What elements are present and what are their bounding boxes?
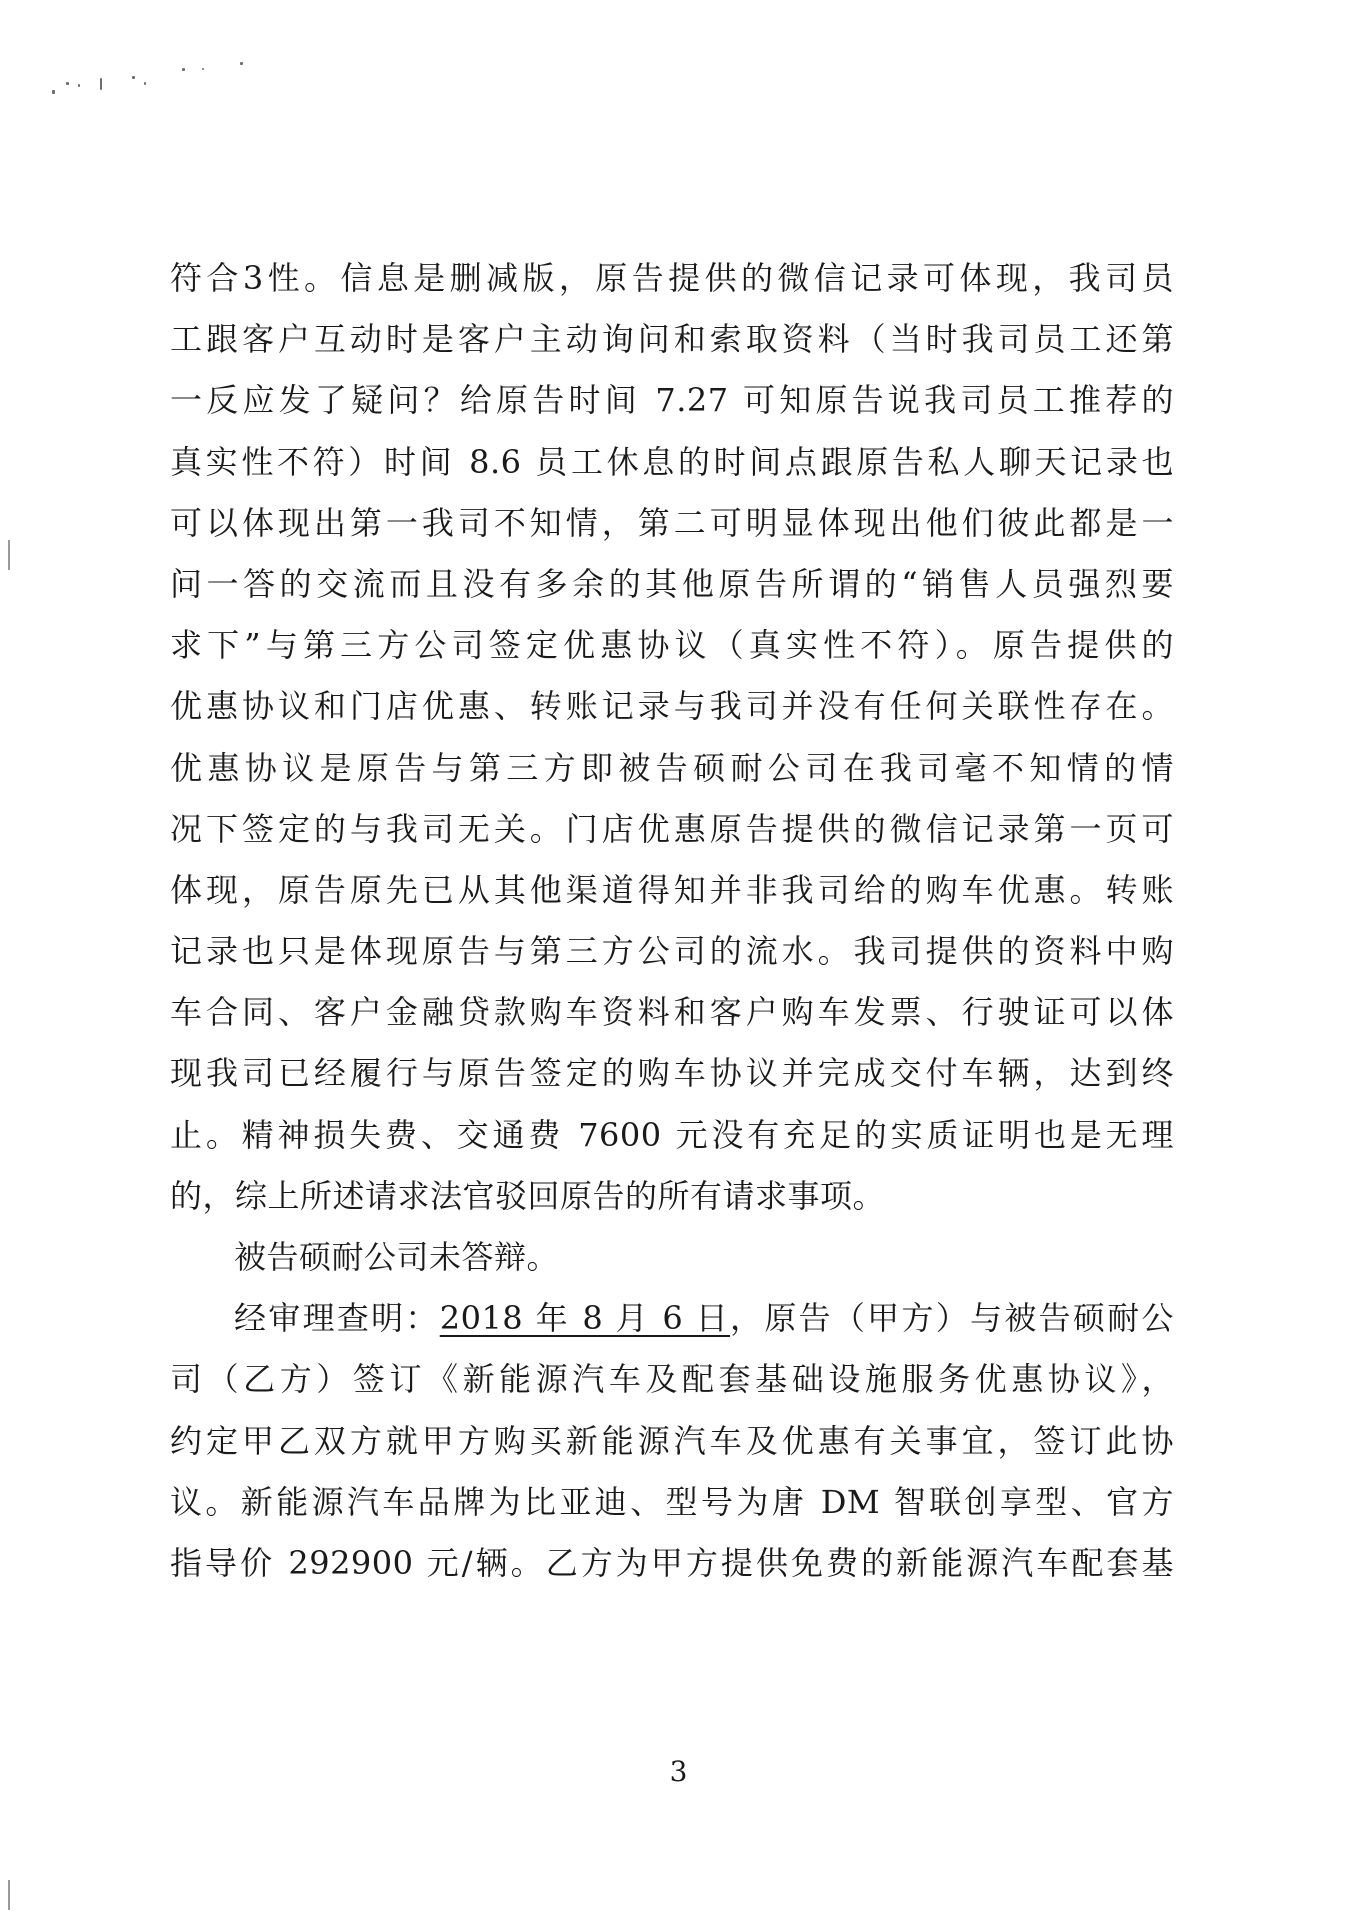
scan-specks <box>52 62 312 112</box>
text-line: 优惠协议和门店优惠、转账记录与我司并没有任何关联性存在。 <box>170 687 1174 726</box>
text-line: 工跟客户互动时是客户主动询问和索取资料（当时我司员工还第 <box>170 320 1174 359</box>
left-margin-mark <box>8 540 10 570</box>
findings-rest: ，原告（甲方）与被告硕耐公 <box>730 1299 1174 1338</box>
text-line: 真实性不符）时间 8.6 员工休息的时间点跟原告私人聊天记录也 <box>170 442 1174 481</box>
body-text <box>170 248 1174 1594</box>
text-line: 约定甲乙双方就甲方购买新能源汽车及优惠有关事宜，签订此协 <box>170 1421 1174 1460</box>
text-line: 现我司已经履行与原告签定的购车协议并完成交付车辆，达到终 <box>170 1054 1174 1093</box>
findings-date: 2018 年 8 月 6 日 <box>439 1299 731 1338</box>
text-line: 止。精神损失费、交通费 7600 元没有充足的实质证明也是无理 <box>170 1115 1174 1154</box>
text-line: 况下签定的与我司无关。门店优惠原告提供的微信记录第一页可 <box>170 809 1174 848</box>
text-line: 可以体现出第一我司不知情，第二可明显体现出他们彼此都是一 <box>170 503 1174 542</box>
text-line: 记录也只是体现原告与第三方公司的流水。我司提供的资料中购 <box>170 932 1174 971</box>
text-line: 指导价 292900 元/辆。乙方为甲方提供免费的新能源汽车配套基 <box>170 1543 1174 1582</box>
text-line: 符合3性。信息是删减版，原告提供的微信记录可体现，我司员 <box>170 259 1174 297</box>
text-line: 体现，原告原先已从其他渠道得知并非我司给的购车优惠。转账 <box>170 870 1174 909</box>
paragraph-findings <box>170 1288 1174 1349</box>
paragraph-defendant-no-reply: 被告硕耐公司未答辩。 <box>234 1238 560 1276</box>
text-line: 司（乙方）签订《新能源汽车及配套基础设施服务优惠协议》， <box>170 1360 1174 1399</box>
text-line: 车合同、客户金融贷款购车资料和客户购车发票、行驶证可以体 <box>170 993 1174 1032</box>
text-line: 议。新能源汽车品牌为比亚迪、型号为唐 DM 智联创享型、官方 <box>170 1482 1174 1521</box>
text-line: 优惠协议是原告与第三方即被告硕耐公司在我司毫不知情的情 <box>170 748 1174 787</box>
text-line: 问一答的交流而且没有多余的其他原告所谓的“销售人员强烈要 <box>170 564 1174 603</box>
findings-prefix: 经审理查明： <box>234 1299 440 1338</box>
left-margin-mark-bottom <box>8 1880 10 1910</box>
page-number: 3 <box>669 1755 688 1788</box>
text-line: 的，综上所述请求法官驳回原告的所有请求事项。 <box>170 1176 886 1215</box>
text-line: 一反应发了疑问？给原告时间 7.27 可知原告说我司员工推荐的 <box>170 381 1174 420</box>
text-line: 求下”与第三方公司签定优惠协议（真实性不符）。原告提供的 <box>170 626 1174 665</box>
